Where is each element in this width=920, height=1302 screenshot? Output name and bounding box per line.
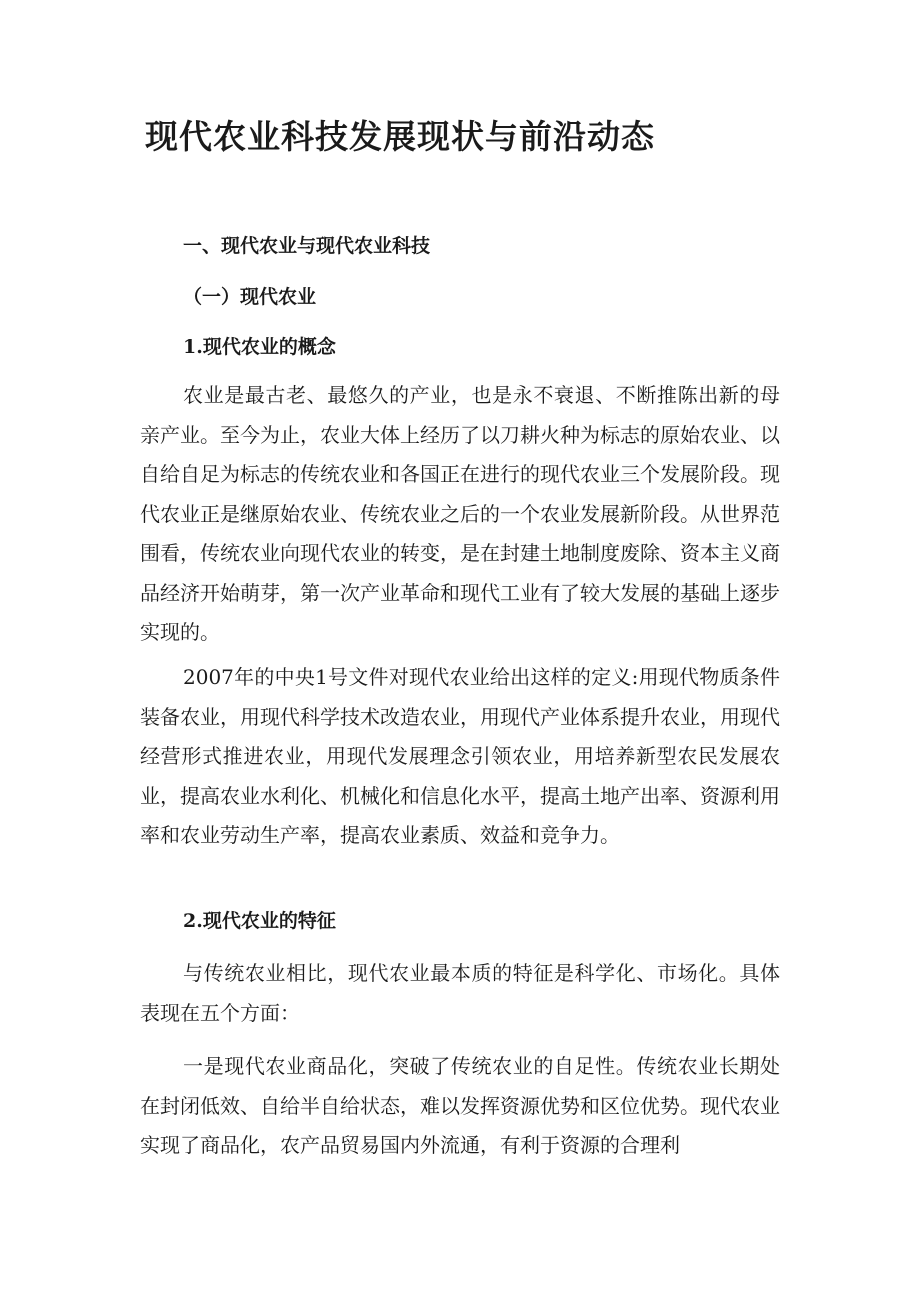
section-heading: 一、现代农业与现代农业科技 bbox=[183, 235, 431, 257]
document-title: 现代农业科技发展现状与前沿动态 bbox=[145, 117, 655, 156]
features-paragraph-1: 与传统农业相比，现代农业最本质的特征是科学化、市场化。具体表现在五个方面： bbox=[140, 961, 780, 1025]
subsection-heading: （一）现代农业 bbox=[183, 286, 317, 308]
concept-heading: 1.现代农业的概念 bbox=[183, 336, 336, 358]
features-heading: 2.现代农业的特征 bbox=[183, 910, 336, 932]
concept-paragraph-2: 2007年的中央1号文件对现代农业给出这样的定义:用现代物质条件装备农业，用现代科学技术改造农业，用现代产业体系提升农业，用现代经营形式推进农业，用现代发展理念引领农业，用培养新型农民发展农业，提高农业水利化、机械化和信息化水平，提高土地产出率、资源利用率和农业劳动生产率，提高农业素质、效益和竞争力。 bbox=[140, 665, 780, 847]
features-paragraph-2: 一是现代农业商品化，突破了传统农业的自足性。传统农业长期处在封闭低效、自给半自给状态，难以发挥资源优势和区位优势。现代农业实现了商品化，农产品贸易国内外流通，有利于资源的合理利 bbox=[140, 1054, 780, 1157]
concept-paragraph-1: 农业是最古老、最悠久的产业，也是永不衰退、不断推陈出新的母亲产业。至今为止，农业大体上经历了以刀耕火种为标志的原始农业、以自给自足为标志的传统农业和各国正在进行的现代农业三个发展阶段。现代农业正是继原始农业、传统农业之后的一个农业发展新阶段。从世界范围看，传统农业向现代农业的转变，是在封建土地制度废除、资本主义商品经济开始萌芽，第一次产业革命和现代工业有了较大发展的基础上逐步实现的。 bbox=[140, 383, 780, 644]
